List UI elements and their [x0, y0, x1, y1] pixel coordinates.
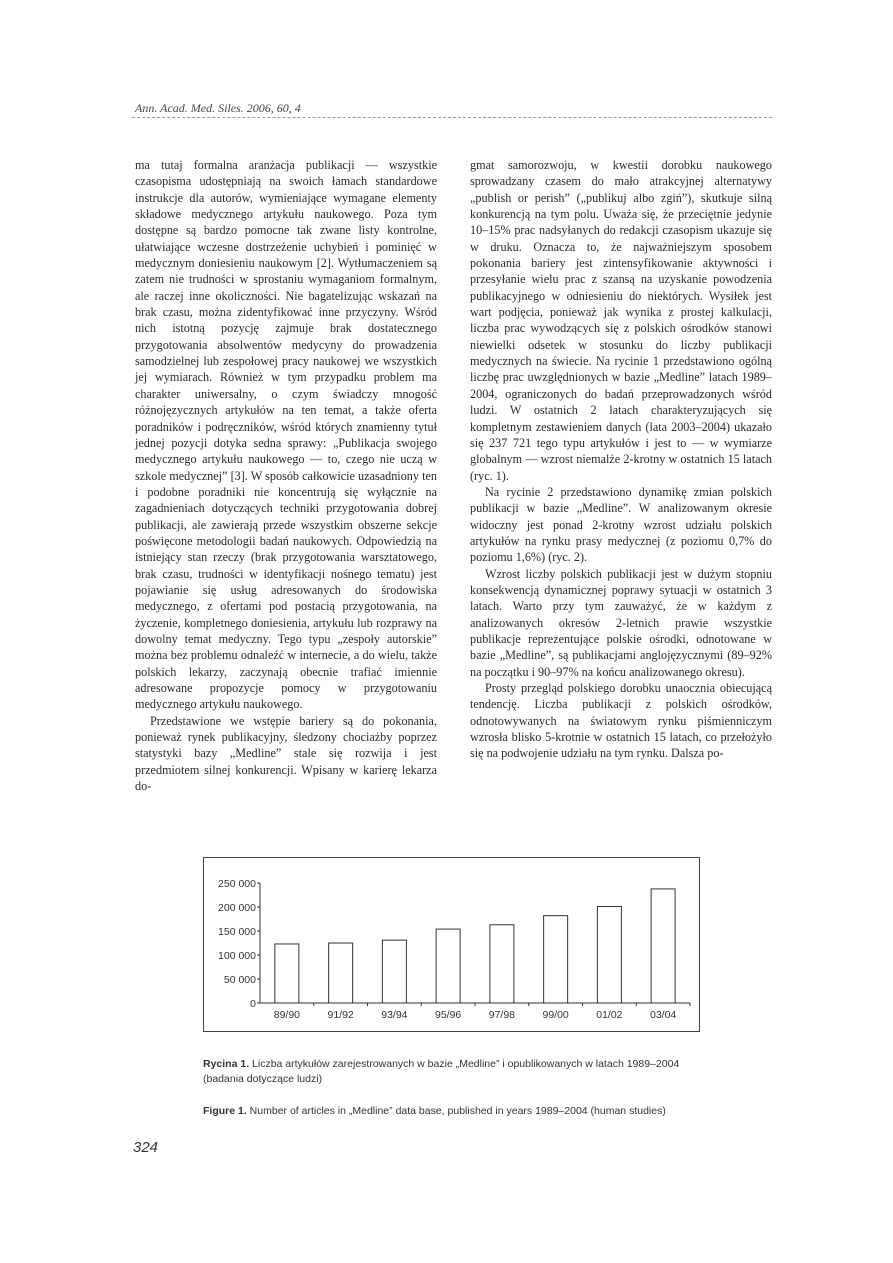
x-tick-label: 95/96	[434, 1009, 462, 1021]
caption-label-pl: Rycina 1.	[203, 1058, 250, 1070]
bar	[329, 943, 353, 1003]
paragraph: Prosty przegląd polskiego dorobku unaocznia obiecującą tendencję. Liczba publikacji z polskich ośrodków, odnotowywanych na światowym rynku piśmienniczym wzrosła blisko 5-krotnie w ostatnich 15 latach, co przełożyło się na podwojenie udziału na tym rynku. Dalsza po-	[470, 681, 772, 761]
x-tick-label: 91/92	[327, 1009, 354, 1021]
x-tick-label: 97/98	[488, 1009, 516, 1021]
y-tick-label: 250 000	[218, 878, 256, 890]
bar	[382, 940, 406, 1003]
caption-text-pl: Liczba artykułów zarejestrowanych w bazie „Medline” i opublikowanych w latach 1989–2004 (badania dotyczące ludzi)	[203, 1058, 680, 1085]
bar	[597, 907, 621, 1003]
caption-text-en: Number of articles in „Medline” data base, published in years 1989–2004 (human studies)	[246, 1105, 666, 1117]
paragraph: gmat samorozwoju, w kwestii dorobku naukowego sprowadzany czasem do mało atrakcyjnej alternatywy „publish or perish” („publikuj albo zgiń”), skutkuje silną konkurencją na tym polu. Uważa się, że przeciętnie jedynie 10–15% prac nadsyłanych do redakcji czasopism ukazuje się w druku. Oznacza to, że najważniejszym sposobem pokonania bariery jest zintensyfikowanie aktywności i przesyłanie wielu prac z szansą na uzyskanie powodzenia publikacyjnego w odniesieniu do niektórych. Wysiłek jest wart podjęcia, ponieważ jak wynika z prostej kalkulacji, liczba prac wywodzących się z polskich ośrodków stanowi niewielki odsetek w stosunku do liczby publikacji medycznych na świecie. Na rycinie 1 przedstawiono ogólną liczbę prac uwzględnionych w bazie „Medline” latach 1989–2004, ograniczonych do badań przeprowadzonych wśród ludzi. W ostatnich 2 latach charakteryzujących się kompletnym zestawieniem danych (lata 2003–2004) ukazało się 237 721 tego typu artykułów i jest to — w wymiarze globalnym — wzrost niemalże 2-krotny w ostatnich 15 latach (ryc. 1).	[470, 158, 772, 483]
figure-caption-english	[203, 1104, 723, 1119]
caption-label-en: Figure 1.	[203, 1105, 247, 1117]
bar-chart	[204, 858, 701, 1033]
paragraph: Wzrost liczby polskich publikacji jest w dużym stopniu konsekwencją dynamicznej poprawy sytuacji w ostatnich 3 latach. Warto przy tym zauważyć, że w każdym z analizowanych okresów 2-letnich prawie wszystkie publikacje reprezentujące polskie ośrodki, odnotowane w bazie „Medline”, są publikacjami anglojęzycznymi (89–92% na początku i 90–97% na końcu analizowanego okresu).	[470, 566, 772, 679]
bar	[651, 889, 675, 1003]
figure-1	[203, 857, 700, 1032]
right-column	[470, 157, 772, 762]
bar	[490, 925, 514, 1003]
left-column	[135, 157, 437, 794]
y-tick-label: 200 000	[218, 902, 256, 914]
page-number: 324	[133, 1139, 159, 1156]
y-tick-label: 0	[250, 998, 256, 1010]
paragraph: Na rycinie 2 przedstawiono dynamikę zmian polskich publikacji w bazie „Medline”. W analizowanym okresie widoczny jest ponad 2-krotny wzrost udziału polskich artykułów na rynku prasy medycznej (z poziomu 0,7% do poziomu 1,6%) (ryc. 2).	[470, 484, 772, 565]
x-tick-label: 89/90	[273, 1009, 301, 1021]
bar	[436, 929, 460, 1003]
x-tick-label: 93/94	[381, 1009, 408, 1021]
y-tick-label: 100 000	[218, 950, 256, 962]
x-tick-label: 01/02	[596, 1009, 623, 1021]
header-rule	[132, 117, 772, 118]
y-tick-label: 150 000	[218, 926, 256, 938]
figure-caption-polish	[203, 1057, 723, 1087]
y-tick-label: 50 000	[223, 974, 256, 986]
x-tick-label: 99/00	[542, 1009, 569, 1021]
bar	[544, 916, 568, 1003]
paragraph: Przedstawione we wstępie bariery są do pokonania, ponieważ rynek publikacyjny, śledzony chociażby poprzez statystyki bazy „Medline” stale się rozwija i jest przedmiotem silnej konkurencji. Wpisany w karierę lekarza do-	[135, 713, 437, 794]
paragraph: ma tutaj formalna aranżacja publikacji — wszystkie czasopisma udostępniają na swoich łamach standardowe instrukcje dla autorów, wymieniające wymagane elementy składowe medycznego artykułu naukowego. Poza tym dostępne są bardzo pomocne tak zwane listy kontrolne, ułatwiające wczesne dostrzeżenie uchybień i pominięć w medycznym doniesieniu naukowym [2]. Wytłumaczeniem są zatem nie trudności w sprostaniu wymaganiom formalnym, ale raczej inne okoliczności. Nie bagatelizując wskazań na brak czasu, można zidentyfikować inne przyczyny. Wśród nich istotną pozycję zajmuje brak dostatecznego przygotowania absolwentów medycyny do prowadzenia samodzielnej lub zespołowej pracy naukowej we wszystkich jej wymiarach. Również w tym przypadku problem ma charakter uniwersalny, o czym świadczy mnogość różnojęzycznych artykułów na ten temat, a także oferta poradników i podręczników, wśród których znamienny tytuł jednej pozycji dotyka sedna sprawy: „Publikacja swojego medycznego artykułu naukowego — to, czego nie uczą w szkole medycznej” [3]. W sposób całkowicie uzasadniony ten i podobne poradniki nie koncentrują się wyłącznie na zagadnieniach dotyczących techniki przygotowania dobrej publikacji, ale zawierają przede wszystkim obszerne sekcje poświęcone metodologii badań naukowych. Odpowiedzią na istniejący stan rzeczy (brak przygotowania warsztatowego, brak czasu, trudności w identyfikacji nośnego tematu) jest pojawianie się usług adresowanych do środowiska medycznego, z ofertami pod postacią przygotowania, na życzenie, kompletnego doniesienia, artykułu lub rozprawy na dowolny temat medyczny. Tego typu „zespoły autorskie” można bez problemu odnaleźć w internecie, a do wielu, także polskich lekarzy, zaczynają obecnie trafiać imiennie adresowane propozycje pomocy w przygotowaniu medycznego artykułu naukowego.	[135, 158, 437, 712]
running-head: Ann. Acad. Med. Siles. 2006, 60, 4	[135, 101, 301, 115]
x-tick-label: 03/04	[649, 1009, 677, 1021]
bar	[275, 944, 299, 1003]
